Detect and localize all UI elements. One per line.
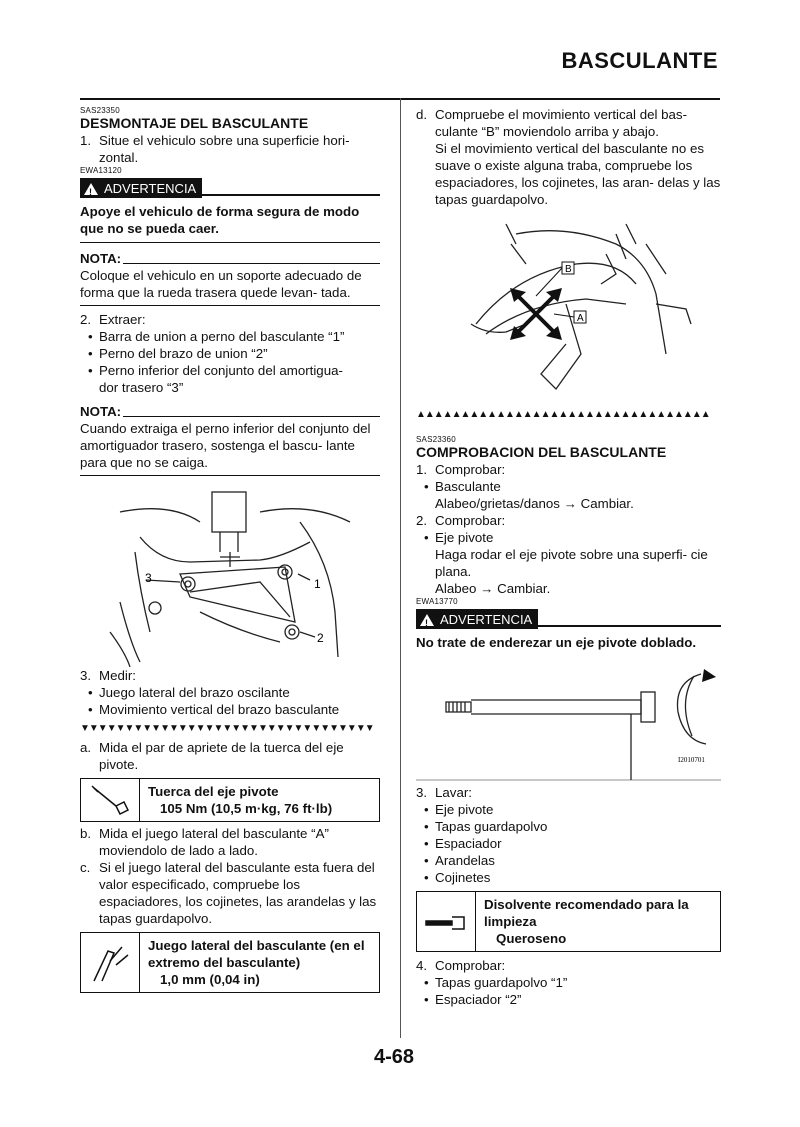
step-number: 2. (80, 312, 92, 327)
step-text: Extraer: (99, 312, 146, 327)
spec-box-side-play (80, 932, 380, 993)
callout-B: B (565, 264, 572, 275)
note-text: Coloque el vehiculo en un soporte adecuado de forma que la rueda trasera quede levan- tada. (80, 267, 380, 306)
warning-badge (80, 178, 202, 198)
spec-value: Queroseno (496, 931, 567, 946)
note-label: NOTA: (80, 404, 122, 419)
page-title: BASCULANTE (561, 48, 718, 73)
step-number: 3. (416, 785, 428, 800)
linkage-figure (80, 482, 380, 667)
spec-box-solvent (416, 891, 721, 952)
warning-code: EWA13770 (416, 597, 458, 606)
step-text: Situe el vehiculo sobre una superficie hori- zontal. (99, 133, 350, 165)
step-text: Mida el juego lateral del basculante “A” moviendolo de lado a lado. (99, 826, 329, 858)
callout-3: 3 (145, 571, 152, 585)
warning-icon (84, 183, 98, 195)
callout-A: A (577, 313, 584, 324)
list-item-text: Espaciador (435, 836, 502, 851)
note-rule (123, 250, 380, 264)
end-marker: ▲▲▲▲▲▲▲▲▲▲▲▲▲▲▲▲▲▲▲▲▲▲▲▲▲▲▲▲▲▲▲▲▲ (416, 409, 710, 420)
warning-header (80, 178, 380, 198)
warning-label: ADVERTENCIA (440, 612, 533, 627)
pivot-shaft-illustration (416, 662, 721, 784)
check-instruction: Haga rodar el eje pivote sobre una superfi- cie plana. (435, 547, 708, 579)
warning-rule (538, 625, 721, 627)
figure-code: I2010701 (678, 756, 705, 764)
warning-rule (202, 194, 380, 196)
check-criteria: Alabeo → Cambiar. (435, 581, 551, 596)
list-item-text: Cojinetes (435, 870, 491, 885)
step-2 (80, 311, 380, 328)
note-rule (123, 403, 380, 417)
right-column (416, 106, 721, 1008)
step-3 (80, 667, 380, 684)
step-text: Mida el par de apriete de la tuerca del eje pivote. (99, 740, 344, 772)
spec-title: Juego lateral del basculante (en el extremo del basculante) (148, 938, 365, 970)
step-4 (416, 957, 721, 974)
step-text: Comprobar: (435, 958, 506, 973)
warning-badge (416, 609, 538, 629)
step-text: Lavar: (435, 785, 472, 800)
list-item: • Movimiento vertical del brazo basculante (88, 702, 340, 717)
step-number: 1. (416, 462, 428, 477)
callout-1: 1 (314, 577, 321, 591)
step-text: Medir: (99, 668, 136, 683)
step-1 (416, 461, 721, 478)
swingarm-illustration (416, 214, 721, 404)
spec-value: 1,0 mm (0,04 in) (160, 972, 260, 987)
substep-d-continued: Si el movimiento vertical del basculante no es suave o existe alguna traba, compruebe los espaciadores, los cojinetes, las aran- delas y las tapas guardapolvo. (435, 141, 721, 207)
column-divider (400, 98, 401, 1038)
step-2 (416, 512, 721, 529)
step-number: c. (80, 860, 91, 875)
warning-code: EWA13120 (80, 166, 122, 175)
list-item-text: Perno inferior del conjunto del amortigua- dor trasero “3” (99, 363, 343, 395)
warning-icon (420, 614, 434, 626)
substep-c (80, 859, 380, 927)
list-item-text: Eje pivote (435, 802, 494, 817)
note-text: Cuando extraiga el perno inferior del conjunto del amortiguador trasero, sostenga el bascu- lante para que no se caiga. (80, 420, 380, 476)
spec-title: Tuerca del eje pivote (148, 784, 279, 799)
spec-title: Disolvente recomendado para la limpieza (484, 897, 689, 929)
step-text: Comprobar: (435, 462, 506, 477)
step-number: d. (416, 107, 428, 122)
warning-header (416, 609, 721, 629)
note-header (80, 403, 380, 420)
list-item: • Perno del brazo de union “2” (88, 346, 268, 361)
list-item: • Eje pivote (424, 530, 494, 545)
list-item-text: Movimiento vertical del brazo basculante (99, 702, 340, 717)
list-item-text: Espaciador “2” (435, 992, 522, 1007)
spec-value: 105 Nm (10,5 m·kg, 76 ft·lb) (160, 801, 333, 816)
list-item-text: Perno del brazo de union “2” (99, 346, 268, 361)
note-header (80, 250, 380, 267)
list-item-text: Barra de union a perno del basculante “1” (99, 329, 345, 344)
list-item: • Espaciador “2” (424, 992, 522, 1007)
step-number: 1. (80, 133, 92, 148)
substep-d (416, 106, 721, 140)
list-item: • Tapas guardapolvo (424, 819, 548, 834)
warning-label: ADVERTENCIA (104, 181, 197, 196)
section-code: SAS23360 (416, 435, 456, 444)
substep-b (80, 825, 380, 859)
linkage-illustration (80, 482, 380, 667)
step-number: b. (80, 826, 92, 841)
section-title: DESMONTAJE DEL BASCULANTE (80, 115, 309, 131)
page-number: 4-68 (374, 1046, 415, 1068)
step-text: Compruebe el movimiento vertical del bas- culante “B” moviendolo arriba y abajo. (435, 107, 688, 139)
list-item-text: Basculante (435, 479, 501, 494)
pivot-shaft-figure (416, 662, 721, 784)
warning-text: No trate de enderezar un eje pivote doblado. (416, 635, 697, 650)
section-code: SAS23350 (80, 106, 120, 115)
list-item-text: Eje pivote (435, 530, 494, 545)
torque-wrench-icon (81, 779, 140, 821)
step-number: 4. (416, 958, 428, 973)
section-title: COMPROBACION DEL BASCULANTE (416, 444, 667, 460)
check-criteria: Alabeo/grietas/danos → Cambiar. (435, 496, 634, 511)
warning-text: Apoye el vehiculo de forma segura de modo que no se pueda caer. (80, 203, 380, 243)
step-number: a. (80, 740, 92, 755)
caliper-icon (81, 933, 140, 992)
list-item-text: Tapas guardapolvo “1” (435, 975, 568, 990)
list-item: • Tapas guardapolvo “1” (424, 975, 568, 990)
step-number: 2. (416, 513, 428, 528)
step-number: 3. (80, 668, 92, 683)
step-1 (80, 132, 380, 166)
list-item: • Cojinetes (424, 870, 491, 885)
note-label: NOTA: (80, 251, 122, 266)
list-item: • Perno inferior del conjunto del amortigua- dor trasero “3” (80, 362, 380, 396)
substep-a (80, 739, 380, 773)
left-column (80, 106, 380, 993)
swingarm-figure (416, 214, 721, 404)
list-item-text: Juego lateral del brazo oscilante (99, 685, 290, 700)
spec-box-torque (80, 778, 380, 822)
callout-2: 2 (317, 631, 324, 645)
list-item: • Barra de union a perno del basculante “1” (88, 329, 345, 344)
list-item: • Juego lateral del brazo oscilante (88, 685, 290, 700)
list-item-text: Arandelas (435, 853, 495, 868)
list-item: • Basculante (424, 479, 501, 494)
list-item-text: Tapas guardapolvo (435, 819, 548, 834)
step-text: Comprobar: (435, 513, 506, 528)
start-marker: ▼▼▼▼▼▼▼▼▼▼▼▼▼▼▼▼▼▼▼▼▼▼▼▼▼▼▼▼▼▼▼▼▼ (80, 723, 374, 734)
list-item: • Espaciador (424, 836, 502, 851)
step-text: Si el juego lateral del basculante esta fuera del valor especificado, compruebe los espaciadores, los cojinetes, las arandelas y las tapas guardapolvo. (99, 860, 377, 926)
list-item: • Arandelas (424, 853, 495, 868)
solvent-brush-icon (417, 892, 476, 951)
list-item: • Eje pivote (424, 802, 494, 817)
step-3 (416, 784, 721, 801)
